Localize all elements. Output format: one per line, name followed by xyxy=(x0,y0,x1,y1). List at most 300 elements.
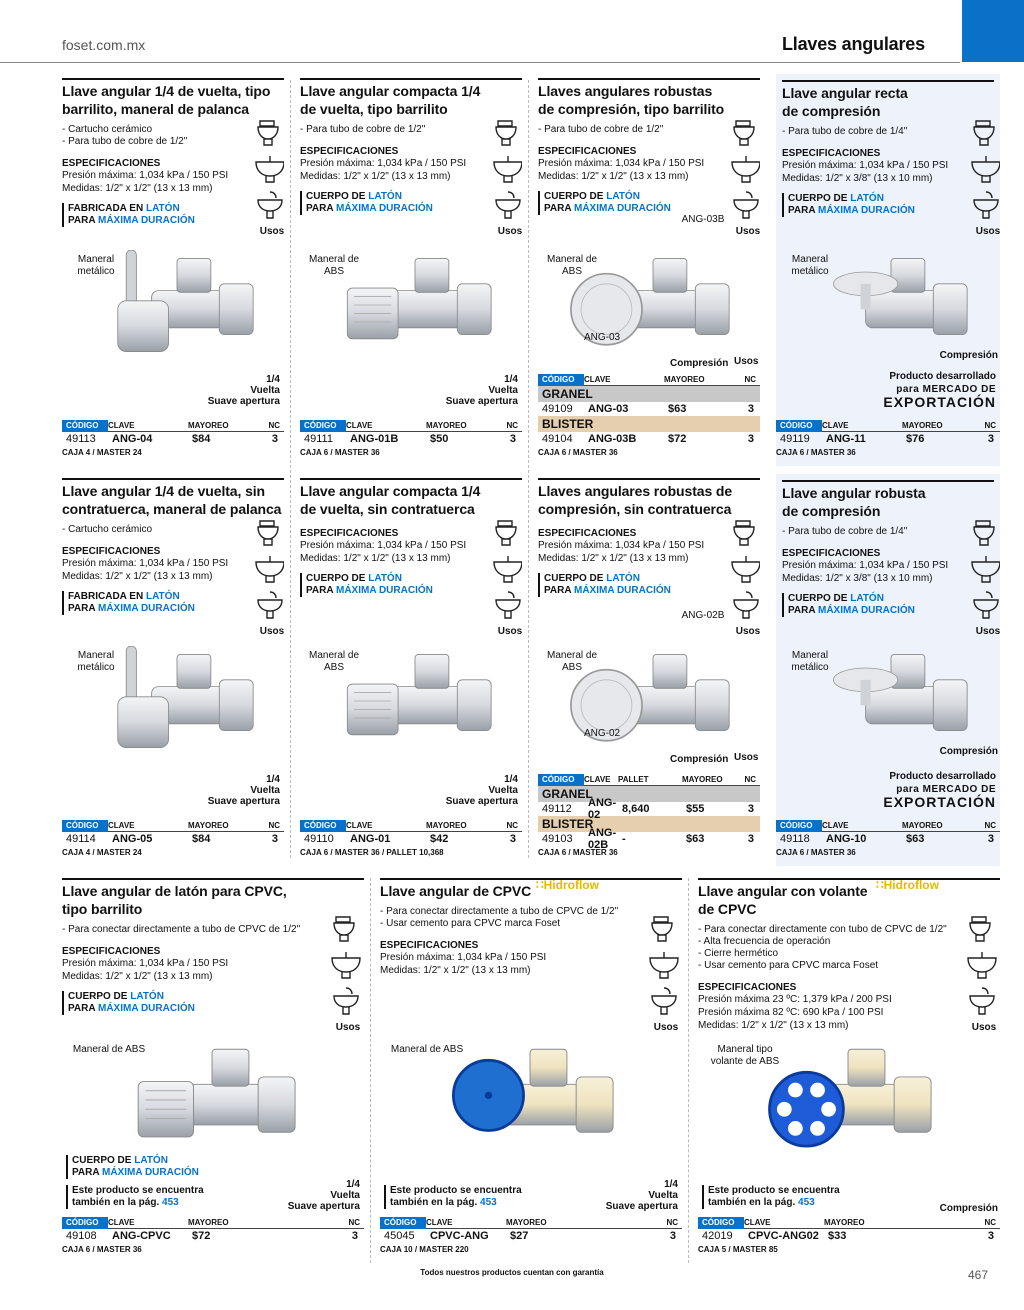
cell-clave: ANG-03 xyxy=(588,403,629,415)
price-table xyxy=(300,820,522,857)
model-label: ANG-03B xyxy=(681,214,725,225)
product-title: Llave angular 1/4 de vuelta, tipo barrilito, maneral de palanca xyxy=(62,78,284,118)
product-card xyxy=(698,878,1000,1263)
table-row xyxy=(380,1229,682,1243)
price-table xyxy=(62,420,284,457)
packaging-group: BLISTER xyxy=(538,416,760,432)
usos-label: Usos xyxy=(259,226,284,237)
col-clave: CLAVE xyxy=(584,775,611,784)
product-title: Llave angular con volante de CPVC xyxy=(698,878,1000,918)
toilet-icon xyxy=(964,914,1000,944)
price-table xyxy=(380,1217,682,1254)
quarter-turn-badge: 1/4 Vuelta Suave apertura xyxy=(207,774,280,807)
quarter-turn-badge: 1/4 Vuelta Suave apertura xyxy=(605,1179,678,1212)
table-header xyxy=(698,1217,1000,1229)
table-row xyxy=(300,832,522,846)
quarter-turn-badge: 1/4 Vuelta Suave apertura xyxy=(287,1179,360,1212)
sink-icon xyxy=(968,154,1000,184)
cell-clave: ANG-11 xyxy=(826,433,866,445)
product-features: - Para tubo de cobre de 1/2" xyxy=(538,124,664,135)
usos-icons xyxy=(964,914,1000,1033)
spec-line: Medidas: 1/2" x 1/2" (13 x 13 mm) xyxy=(62,183,213,194)
usos-label: Usos xyxy=(975,226,1000,237)
handle-label: Maneral de ABS xyxy=(72,1044,146,1055)
cell-nc: 3 xyxy=(509,833,516,845)
material-callout: CUERPO DE LATÓN PARA MÁXIMA DURACIÓN xyxy=(782,593,994,617)
spec-line: Presión máxima: 1,034 kPa / 150 PSI xyxy=(62,558,229,569)
cell-mayoreo: $84 xyxy=(192,433,211,445)
col-mayoreo: MAYOREO xyxy=(664,375,705,384)
product-features: - Cartucho cerámico - Para tubo de cobre de 1/2" xyxy=(62,124,188,147)
product-card xyxy=(538,78,760,466)
material-callout: FABRICADA EN LATÓN PARA MÁXIMA DURACIÓN xyxy=(62,591,284,615)
table-row xyxy=(698,1229,1000,1243)
usos-icons xyxy=(252,118,284,237)
spec-line: Medidas: 1/2" x 1/2" (13 x 13 mm) xyxy=(62,571,213,582)
sink-icon xyxy=(728,154,760,184)
sink-icon xyxy=(646,950,682,980)
toilet-icon xyxy=(328,914,364,944)
model-label: ANG-03 xyxy=(583,332,621,343)
cell-mayoreo: $72 xyxy=(668,433,687,445)
table-row xyxy=(538,797,760,821)
cell-mayoreo: $27 xyxy=(510,1230,529,1242)
col-codigo: CÓDIGO xyxy=(300,820,346,832)
spec-line: Medidas: 1/2" x 3/8" (13 x 10 mm) xyxy=(782,173,933,184)
quarter-turn-badge: 1/4 Vuelta Suave apertura xyxy=(445,374,518,407)
toilet-icon xyxy=(968,518,1000,548)
col-clave: CLAVE xyxy=(346,821,373,830)
basin-icon xyxy=(490,190,522,220)
compression-label: Compresión xyxy=(939,350,998,361)
price-table xyxy=(538,774,760,857)
cell-nc: 3 xyxy=(669,1230,676,1242)
product-title: Llaves angulares robustas de compresión, tipo barrilito xyxy=(538,78,760,118)
packaging-note: CAJA 6 / MASTER 36 xyxy=(62,1245,142,1254)
usos-label: Usos xyxy=(971,1022,997,1033)
site-url[interactable]: foset.com.mx xyxy=(62,37,146,53)
usos-icons xyxy=(968,118,1000,237)
cell-mayoreo: $55 xyxy=(686,803,705,815)
cell-mayoreo: $63 xyxy=(686,833,705,845)
cell-mayoreo: $63 xyxy=(668,403,687,415)
cell-mayoreo: $63 xyxy=(906,833,925,845)
packaging-group: GRANEL xyxy=(538,386,760,402)
spec-line: Presión máxima 23 ºC: 1,379 kPa / 200 PSI xyxy=(698,994,892,1005)
material-callout: CUERPO DE LATÓN PARA MÁXIMA DURACIÓN xyxy=(62,991,364,1015)
cell-clave: CPVC-ANG xyxy=(430,1230,489,1242)
product-card xyxy=(300,478,522,866)
packaging-note: CAJA 6 / MASTER 36 xyxy=(538,848,618,857)
hidroflow-logo: ∷Hidroflow xyxy=(876,878,939,892)
header-rule xyxy=(0,62,960,63)
cell-codigo: 49109 xyxy=(542,403,573,415)
table-row xyxy=(62,1229,364,1243)
specs-heading: ESPECIFICACIONES xyxy=(380,940,479,951)
usos-label: Usos xyxy=(975,626,1000,637)
material-callout: CUERPO DE LATÓN PARA MÁXIMA DURACIÓN xyxy=(782,193,994,217)
spec-line: Medidas: 1/2" x 1/2" (13 x 13 mm) xyxy=(300,553,451,564)
handle-label: Maneral de ABS xyxy=(308,254,360,277)
table-header xyxy=(62,420,284,432)
col-clave: CLAVE xyxy=(822,821,849,830)
toilet-icon xyxy=(728,518,760,548)
table-header xyxy=(776,420,1000,432)
product-title: Llave angular compacta 1/4 de vuelta, sin contratuerca xyxy=(300,478,522,518)
toilet-icon xyxy=(968,118,1000,148)
cell-mayoreo: $50 xyxy=(430,433,449,445)
cell-codigo: 49108 xyxy=(66,1230,97,1242)
packaging-note: CAJA 4 / MASTER 24 xyxy=(62,448,142,457)
col-mayoreo: MAYOREO xyxy=(188,821,229,830)
handle-label: Maneral metálico xyxy=(77,254,115,277)
col-mayoreo: MAYOREO xyxy=(188,1218,229,1227)
product-card xyxy=(380,878,682,1263)
usos-icons xyxy=(728,518,760,637)
spec-line: Presión máxima: 1,034 kPa / 150 PSI xyxy=(62,170,229,181)
spec-line: Presión máxima: 1,034 kPa / 150 PSI xyxy=(538,158,705,169)
cell-codigo: 49119 xyxy=(780,433,810,445)
col-nc: NC xyxy=(984,1218,996,1227)
sink-icon xyxy=(964,950,1000,980)
product-features: - Para tubo de cobre de 1/4" xyxy=(782,526,908,537)
handle-label: Maneral de ABS xyxy=(546,254,598,277)
basin-icon xyxy=(646,986,682,1016)
usos-label: Usos xyxy=(653,1022,679,1033)
table-row xyxy=(62,432,284,446)
price-table xyxy=(776,420,1000,457)
usos-icons xyxy=(490,518,522,637)
spec-line: Medidas: 1/2" x 1/2" (13 x 13 mm) xyxy=(698,1020,849,1031)
table-row xyxy=(776,432,1000,446)
col-mayoreo: MAYOREO xyxy=(682,775,723,784)
col-mayoreo: MAYOREO xyxy=(426,421,467,430)
price-table xyxy=(62,820,284,857)
col-pallet: PALLET xyxy=(618,775,649,784)
material-callout: CUERPO DE LATÓN PARA MÁXIMA DURACIÓN xyxy=(66,1155,199,1179)
toilet-icon xyxy=(252,118,284,148)
col-codigo: CÓDIGO xyxy=(776,820,822,832)
product-card xyxy=(62,478,284,866)
usos-icons xyxy=(728,118,760,237)
sink-icon xyxy=(252,154,284,184)
product-features: - Para conectar directamente a tubo de CPVC de 1/2" xyxy=(62,924,301,935)
spec-line: Presión máxima: 1,034 kPa / 150 PSI xyxy=(782,160,949,171)
price-table xyxy=(300,420,522,457)
price-table xyxy=(62,1217,364,1254)
compression-label: Compresión xyxy=(670,358,729,369)
packaging-note: CAJA 5 / MASTER 85 xyxy=(698,1245,778,1254)
cross-reference-note: Este producto se encuentra también en la pág. 453 xyxy=(702,1185,840,1209)
cell-mayoreo: $33 xyxy=(828,1230,847,1242)
usos-icons xyxy=(328,914,364,1033)
packaging-note: CAJA 10 / MASTER 220 xyxy=(380,1245,469,1254)
col-clave: CLAVE xyxy=(426,1218,453,1227)
product-features: - Para conectar directamente con tubo de CPVC de 1/2" - Alta frecuencia de operación - Cierre hermético - Usar cemento para CPVC marca Foset xyxy=(698,924,947,971)
specs-heading: ESPECIFICACIONES xyxy=(300,528,399,539)
table-header xyxy=(538,774,760,786)
cell-clave: ANG-CPVC xyxy=(112,1230,171,1242)
product-features: - Para tubo de cobre de 1/2" xyxy=(300,124,426,135)
product-features: - Cartucho cerámico xyxy=(62,524,153,535)
page-number: 467 xyxy=(968,1268,989,1282)
col-nc: NC xyxy=(506,421,518,430)
spec-line: Presión máxima: 1,034 kPa / 150 PSI xyxy=(300,158,467,169)
product-title: Llaves angulares robustas de compresión, sin contratuerca xyxy=(538,478,760,518)
product-card xyxy=(776,74,1000,466)
table-row xyxy=(776,832,1000,846)
col-mayoreo: MAYOREO xyxy=(506,1218,547,1227)
handle-label: Maneral de ABS xyxy=(308,650,360,673)
specs-heading: ESPECIFICACIONES xyxy=(62,546,161,557)
table-row xyxy=(538,432,760,446)
toilet-icon xyxy=(728,118,760,148)
cell-codigo: 49114 xyxy=(66,833,96,845)
specs-heading: ESPECIFICACIONES xyxy=(538,146,637,157)
col-clave: CLAVE xyxy=(584,375,611,384)
packaging-note: CAJA 6 / MASTER 36 xyxy=(538,448,618,457)
sink-icon xyxy=(252,554,284,584)
col-nc: NC xyxy=(744,375,756,384)
col-clave: CLAVE xyxy=(108,421,135,430)
hidroflow-logo: ∷Hidroflow xyxy=(536,878,599,892)
toilet-icon xyxy=(646,914,682,944)
usos-label: Usos xyxy=(335,1022,361,1033)
cell-clave: ANG-10 xyxy=(826,833,867,845)
col-nc: NC xyxy=(744,775,756,784)
cell-codigo: 49111 xyxy=(304,433,333,445)
specs-heading: ESPECIFICACIONES xyxy=(698,982,797,993)
cell-nc: 3 xyxy=(747,833,754,845)
table-row xyxy=(300,432,522,446)
spec-line: Medidas: 1/2" x 3/8" (13 x 10 mm) xyxy=(782,573,933,584)
packaging-note: CAJA 6 / MASTER 36 xyxy=(776,448,856,457)
col-nc: NC xyxy=(984,421,996,430)
col-clave: CLAVE xyxy=(108,821,135,830)
product-image xyxy=(430,1040,630,1160)
usos-icons xyxy=(252,518,284,637)
spec-line: Medidas: 1/2" x 1/2" (13 x 13 mm) xyxy=(62,971,213,982)
specs-heading: ESPECIFICACIONES xyxy=(62,946,161,957)
col-nc: NC xyxy=(348,1218,360,1227)
cell-mayoreo: $42 xyxy=(430,833,449,845)
col-clave: CLAVE xyxy=(822,421,849,430)
basin-icon xyxy=(968,190,1000,220)
table-header xyxy=(776,820,1000,832)
spec-line: Medidas: 1/2" x 1/2" (13 x 13 mm) xyxy=(538,171,689,182)
usos-label: Usos xyxy=(735,226,760,237)
material-callout: FABRICADA EN LATÓN PARA MÁXIMA DURACIÓN xyxy=(62,203,284,227)
divider xyxy=(528,80,529,858)
handle-label: Maneral metálico xyxy=(791,650,829,673)
cell-nc: 3 xyxy=(747,803,754,815)
spec-line: Presión máxima: 1,034 kPa / 150 PSI xyxy=(538,540,705,551)
table-header xyxy=(62,820,284,832)
cell-codigo: 45045 xyxy=(384,1230,415,1242)
usos-label: Usos xyxy=(734,356,759,367)
specs-heading: ESPECIFICACIONES xyxy=(300,146,399,157)
model-label: ANG-02B xyxy=(681,610,725,621)
packaging-group: GRANEL xyxy=(538,786,760,802)
sink-icon xyxy=(490,154,522,184)
table-header xyxy=(300,420,522,432)
product-title: Llave angular recta de compresión xyxy=(782,80,994,120)
col-nc: NC xyxy=(984,821,996,830)
product-title: Llave angular de CPVC xyxy=(380,878,682,900)
sink-icon xyxy=(490,554,522,584)
cell-mayoreo: $76 xyxy=(906,433,925,445)
divider xyxy=(370,878,371,1263)
material-callout: CUERPO DE LATÓN PARA MÁXIMA DURACIÓN xyxy=(300,191,522,215)
spec-line: Presión máxima 82 ºC: 690 kPa / 100 PSI xyxy=(698,1007,884,1018)
sink-icon xyxy=(968,554,1000,584)
usos-label: Usos xyxy=(734,752,759,763)
spec-line: Presión máxima: 1,034 kPa / 150 PSI xyxy=(380,952,547,963)
basin-icon xyxy=(252,190,284,220)
cell-nc: 3 xyxy=(987,1230,994,1242)
product-features: - Para tubo de cobre de 1/4" xyxy=(782,126,908,137)
product-image xyxy=(112,1040,312,1160)
col-mayoreo: MAYOREO xyxy=(824,1218,865,1227)
basin-icon xyxy=(964,986,1000,1016)
export-note: Producto desarrollado para MERCADO DE EXPORTACIÓN xyxy=(883,371,996,410)
col-codigo: CÓDIGO xyxy=(538,774,584,786)
col-codigo: CÓDIGO xyxy=(380,1217,426,1229)
product-card xyxy=(62,878,364,1263)
compression-label: Compresión xyxy=(939,746,998,757)
packaging-note: CAJA 6 / MASTER 36 / PALLET 10,368 xyxy=(300,848,444,857)
cell-mayoreo: $72 xyxy=(192,1230,211,1242)
handle-label: Maneral de ABS xyxy=(546,650,598,673)
cell-codigo: 49103 xyxy=(542,833,573,845)
cell-nc: 3 xyxy=(747,433,754,445)
table-header xyxy=(300,820,522,832)
material-callout: CUERPO DE LATÓN PARA MÁXIMA DURACIÓN xyxy=(538,191,760,215)
cell-clave: ANG-01 xyxy=(350,833,391,845)
table-header xyxy=(62,1217,364,1229)
col-nc: NC xyxy=(506,821,518,830)
cell-nc: 3 xyxy=(271,833,278,845)
compression-label: Compresión xyxy=(939,1203,998,1214)
cell-codigo: 49104 xyxy=(542,433,573,445)
specs-heading: ESPECIFICACIONES xyxy=(782,548,881,559)
handle-label: Maneral de ABS xyxy=(390,1044,464,1055)
cell-nc: 3 xyxy=(509,433,516,445)
spec-line: Presión máxima: 1,034 kPa / 150 PSI xyxy=(300,540,467,551)
specs-heading: ESPECIFICACIONES xyxy=(782,148,881,159)
col-codigo: CÓDIGO xyxy=(698,1217,744,1229)
product-title: Llave angular 1/4 de vuelta, sin contratuerca, maneral de palanca xyxy=(62,478,284,518)
cross-reference-note: Este producto se encuentra también en la pág. 453 xyxy=(66,1185,204,1209)
col-nc: NC xyxy=(666,1218,678,1227)
cell-clave: ANG-05 xyxy=(112,833,153,845)
col-codigo: CÓDIGO xyxy=(62,420,108,432)
cell-mayoreo: $84 xyxy=(192,833,211,845)
product-title: Llave angular robusta de compresión xyxy=(782,480,994,520)
packaging-group: BLISTER xyxy=(538,816,760,832)
cross-reference-note: Este producto se encuentra también en la pág. 453 xyxy=(384,1185,522,1209)
col-codigo: CÓDIGO xyxy=(300,420,346,432)
col-nc: NC xyxy=(268,821,280,830)
spec-line: Presión máxima: 1,034 kPa / 150 PSI xyxy=(62,958,229,969)
col-mayoreo: MAYOREO xyxy=(902,821,943,830)
col-clave: CLAVE xyxy=(346,421,373,430)
cell-clave: ANG-03B xyxy=(588,433,637,445)
material-callout: CUERPO DE LATÓN PARA MÁXIMA DURACIÓN xyxy=(300,573,522,597)
product-card xyxy=(62,78,284,466)
basin-icon xyxy=(252,590,284,620)
cell-pallet: - xyxy=(622,833,626,845)
table-header xyxy=(380,1217,682,1229)
usos-icons xyxy=(646,914,682,1033)
cell-codigo: 49118 xyxy=(780,833,810,845)
sink-icon xyxy=(728,554,760,584)
cell-pallet: 8,640 xyxy=(622,803,650,815)
spec-line: Medidas: 1/2" x 1/2" (13 x 13 mm) xyxy=(380,965,531,976)
product-card xyxy=(776,474,1000,866)
col-mayoreo: MAYOREO xyxy=(902,421,943,430)
usos-label: Usos xyxy=(497,626,522,637)
cell-nc: 3 xyxy=(987,833,994,845)
cell-clave: ANG-02 xyxy=(588,797,617,821)
page-title: Llaves angulares xyxy=(782,34,925,54)
product-card xyxy=(300,78,522,466)
handle-label: Maneral metálico xyxy=(77,650,115,673)
compression-label: Compresión xyxy=(670,754,729,765)
price-table xyxy=(538,374,760,457)
basin-icon xyxy=(968,590,1000,620)
price-table xyxy=(698,1217,1000,1254)
cell-clave: ANG-04 xyxy=(112,433,153,445)
specs-heading: ESPECIFICACIONES xyxy=(538,528,637,539)
table-row xyxy=(62,832,284,846)
packaging-note: CAJA 4 / MASTER 24 xyxy=(62,848,142,857)
cell-nc: 3 xyxy=(987,433,994,445)
col-codigo: CÓDIGO xyxy=(62,820,108,832)
usos-label: Usos xyxy=(735,626,760,637)
col-codigo: CÓDIGO xyxy=(538,374,584,386)
toilet-icon xyxy=(490,518,522,548)
basin-icon xyxy=(728,590,760,620)
col-codigo: CÓDIGO xyxy=(62,1217,108,1229)
basin-icon xyxy=(728,190,760,220)
col-nc: NC xyxy=(268,421,280,430)
toilet-icon xyxy=(490,118,522,148)
cell-codigo: 49113 xyxy=(66,433,96,445)
footer-note: Todos nuestros productos cuentan con garantía xyxy=(420,1268,604,1277)
sink-icon xyxy=(328,950,364,980)
cell-nc: 3 xyxy=(747,403,754,415)
divider xyxy=(688,878,689,1263)
export-note: Producto desarrollado para MERCADO DE EXPORTACIÓN xyxy=(883,771,996,810)
toilet-icon xyxy=(252,518,284,548)
cell-clave: ANG-02B xyxy=(588,827,617,851)
usos-label: Usos xyxy=(259,626,284,637)
col-mayoreo: MAYOREO xyxy=(188,421,229,430)
table-header xyxy=(538,374,760,386)
usos-icons xyxy=(490,118,522,237)
cell-codigo: 49112 xyxy=(542,803,572,815)
specs-heading: ESPECIFICACIONES xyxy=(62,158,161,169)
cell-codigo: 42019 xyxy=(702,1230,733,1242)
product-card xyxy=(538,478,760,866)
cell-clave: CPVC-ANG02 xyxy=(748,1230,819,1242)
section-tab xyxy=(962,0,1024,62)
basin-icon xyxy=(328,986,364,1016)
cell-nc: 3 xyxy=(271,433,278,445)
spec-line: Medidas: 1/2" x 1/2" (13 x 13 mm) xyxy=(538,553,689,564)
table-row xyxy=(538,402,760,416)
